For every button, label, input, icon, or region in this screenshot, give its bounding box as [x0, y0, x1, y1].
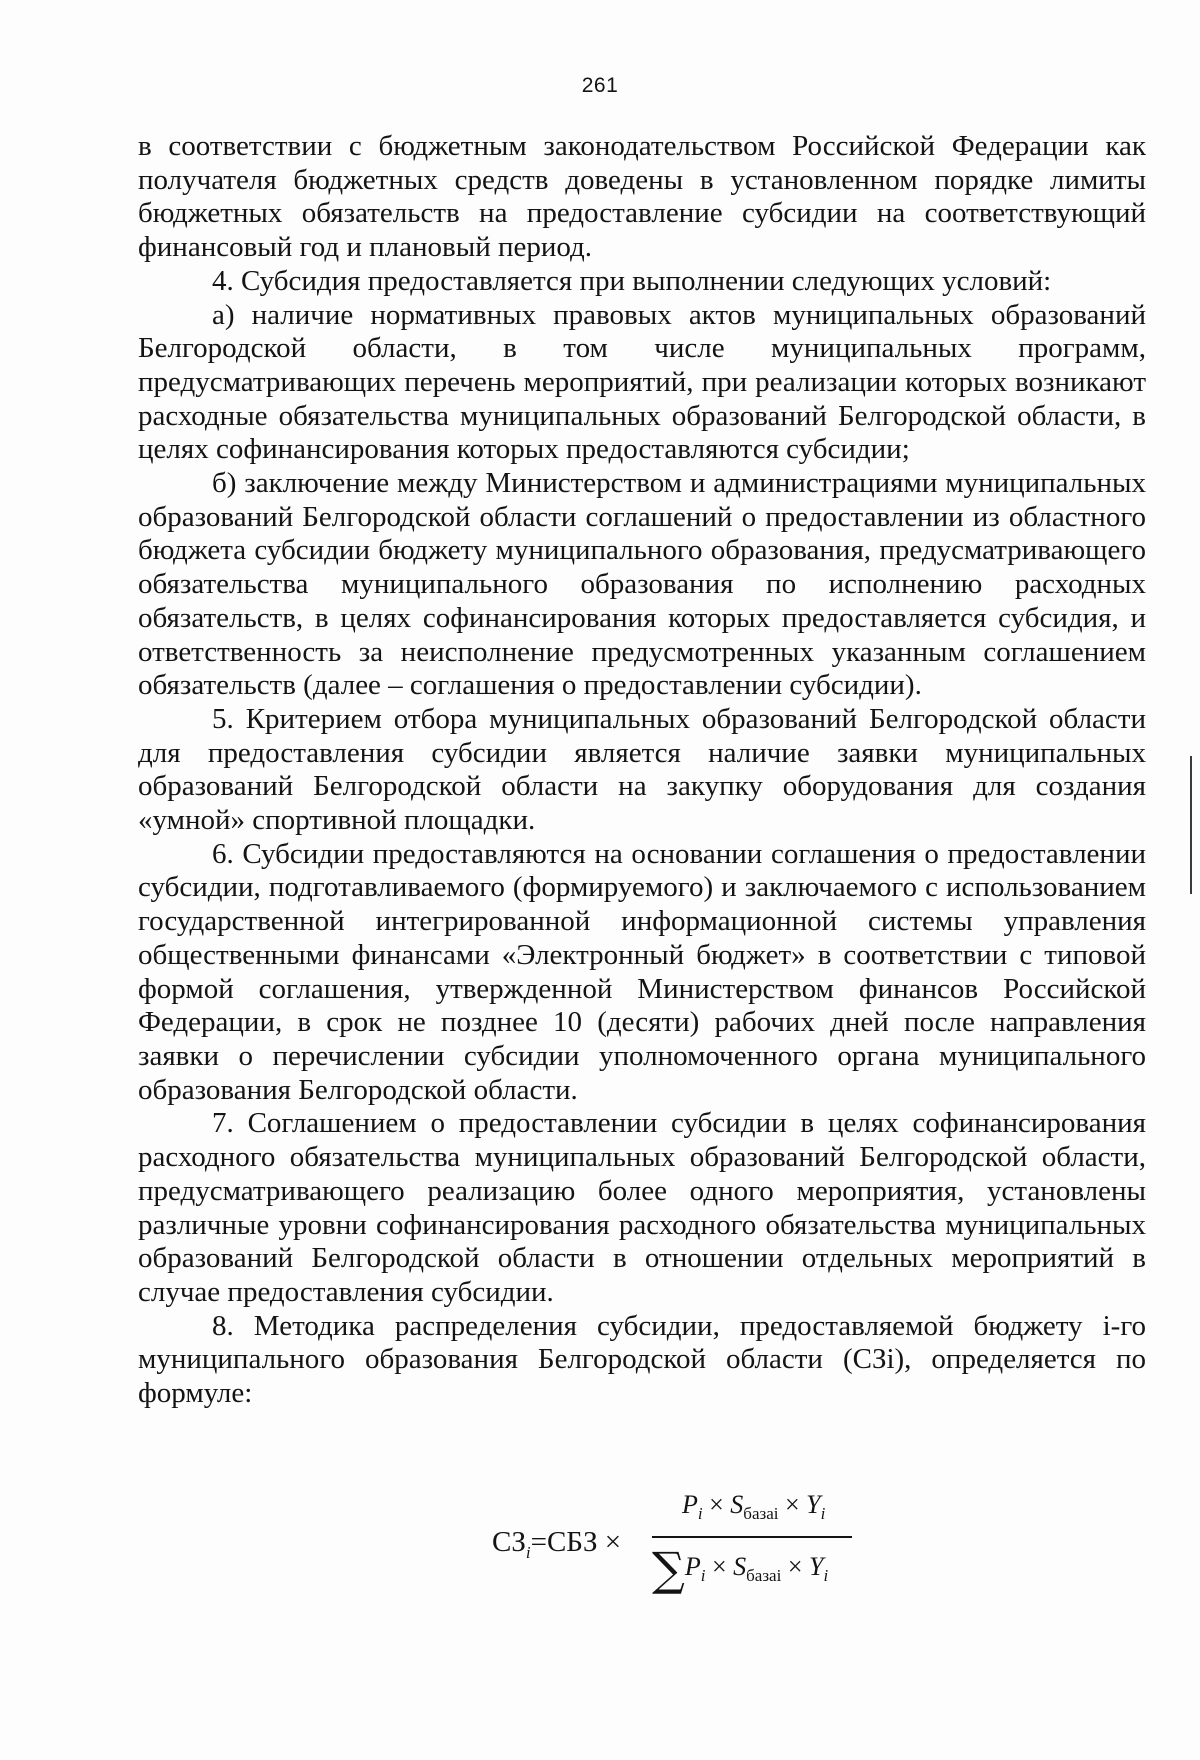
- paragraph-clause-8: 8. Методика распределения субсидии, предоставляемой бюджету i-го муниципального образования Белгородской области (СЗi), определяется по формуле:: [138, 1309, 1146, 1410]
- fraction-bar: [652, 1536, 852, 1538]
- formula-lhs-index: i: [525, 1542, 531, 1562]
- sum-symbol: ∑: [652, 1542, 685, 1596]
- formula-left-side: [492, 1526, 621, 1563]
- paragraph-clause-4: 4. Субсидия предоставляется при выполнении следующих условий:: [212, 264, 1052, 297]
- formula-denominator: $\sum P_i \times S_{базаi} \times Y_i$: [652, 1542, 829, 1596]
- distribution-formula: [492, 1490, 872, 1600]
- formula-equals: =СБЗ ×: [530, 1526, 622, 1558]
- paragraph-clause-6: 6. Субсидии предоставляются на основании соглашения о предоставлении субсидии, подготавливаемого (формируемого) и заключаемого с использованием государственной интегрированной информационной системы управления общественными финансами «Электронный бюджет» в соответствии с типовой формой соглашения, утвержденной Министерством финансов Российской Федерации, в срок не позднее 10 (десяти) рабочих дней после направления заявки о перечислении субсидии уполномоченного органа муниципального образования Белгородской области.: [138, 837, 1146, 1106]
- paragraph-clause-4b: б) заключение между Министерством и администрациями муниципальных образований Белгородской области соглашений о предоставлении из областного бюджета субсидии бюджету муниципального образования, предусматривающего обязательства муниципального образования по исполнению расходных обязательств, в целях софинансирования которых предоставляется субсидия, и ответственность за неисполнение предусмотренных указанным соглашением обязательств (далее – соглашения о предоставлении субсидии).: [138, 467, 1146, 702]
- document-body: [138, 130, 1146, 1411]
- page-number: 261: [581, 74, 619, 97]
- paragraph-clause-7: 7. Соглашением о предоставлении субсидии в целях софинансирования расходного обязательства муниципальных образований Белгородской области, предусматривающего реализацию более одного мероприятия, установлены различные уровни софинансирования расходного обязательства муниципальных образований Белгородской области в отношении отдельных мероприятий в случае предоставления субсидии.: [138, 1107, 1146, 1308]
- formula-numerator: $P_i \times S_{базаi} \times Y_i$: [682, 1490, 826, 1524]
- paragraph-budget-limits: в соответствии с бюджетным законодательством Российской Федерации как получателя бюджетных средств доведены в установленном порядке лимиты бюджетных обязательств на предоставление субсидии на соответствующий финансовый год и плановый период.: [138, 130, 1146, 264]
- paragraph-clause-5: 5. Критерием отбора муниципальных образований Белгородской области для предоставления субсидии является наличие заявки муниципальных образований Белгородской области на закупку оборудования для создания «умной» спортивной площадки.: [138, 702, 1146, 837]
- formula-lhs: СЗ: [492, 1526, 526, 1558]
- scan-edge-mark: [1190, 756, 1192, 894]
- paragraph-clause-4a: а) наличие нормативных правовых актов муниципальных образований Белгородской области, в том числе муниципальных программ, предусматривающих перечень мероприятий, при реализации которых возникают расходные обязательства муниципальных образований Белгородской области, в целях софинансирования которых предоставляются субсидии;: [138, 298, 1146, 466]
